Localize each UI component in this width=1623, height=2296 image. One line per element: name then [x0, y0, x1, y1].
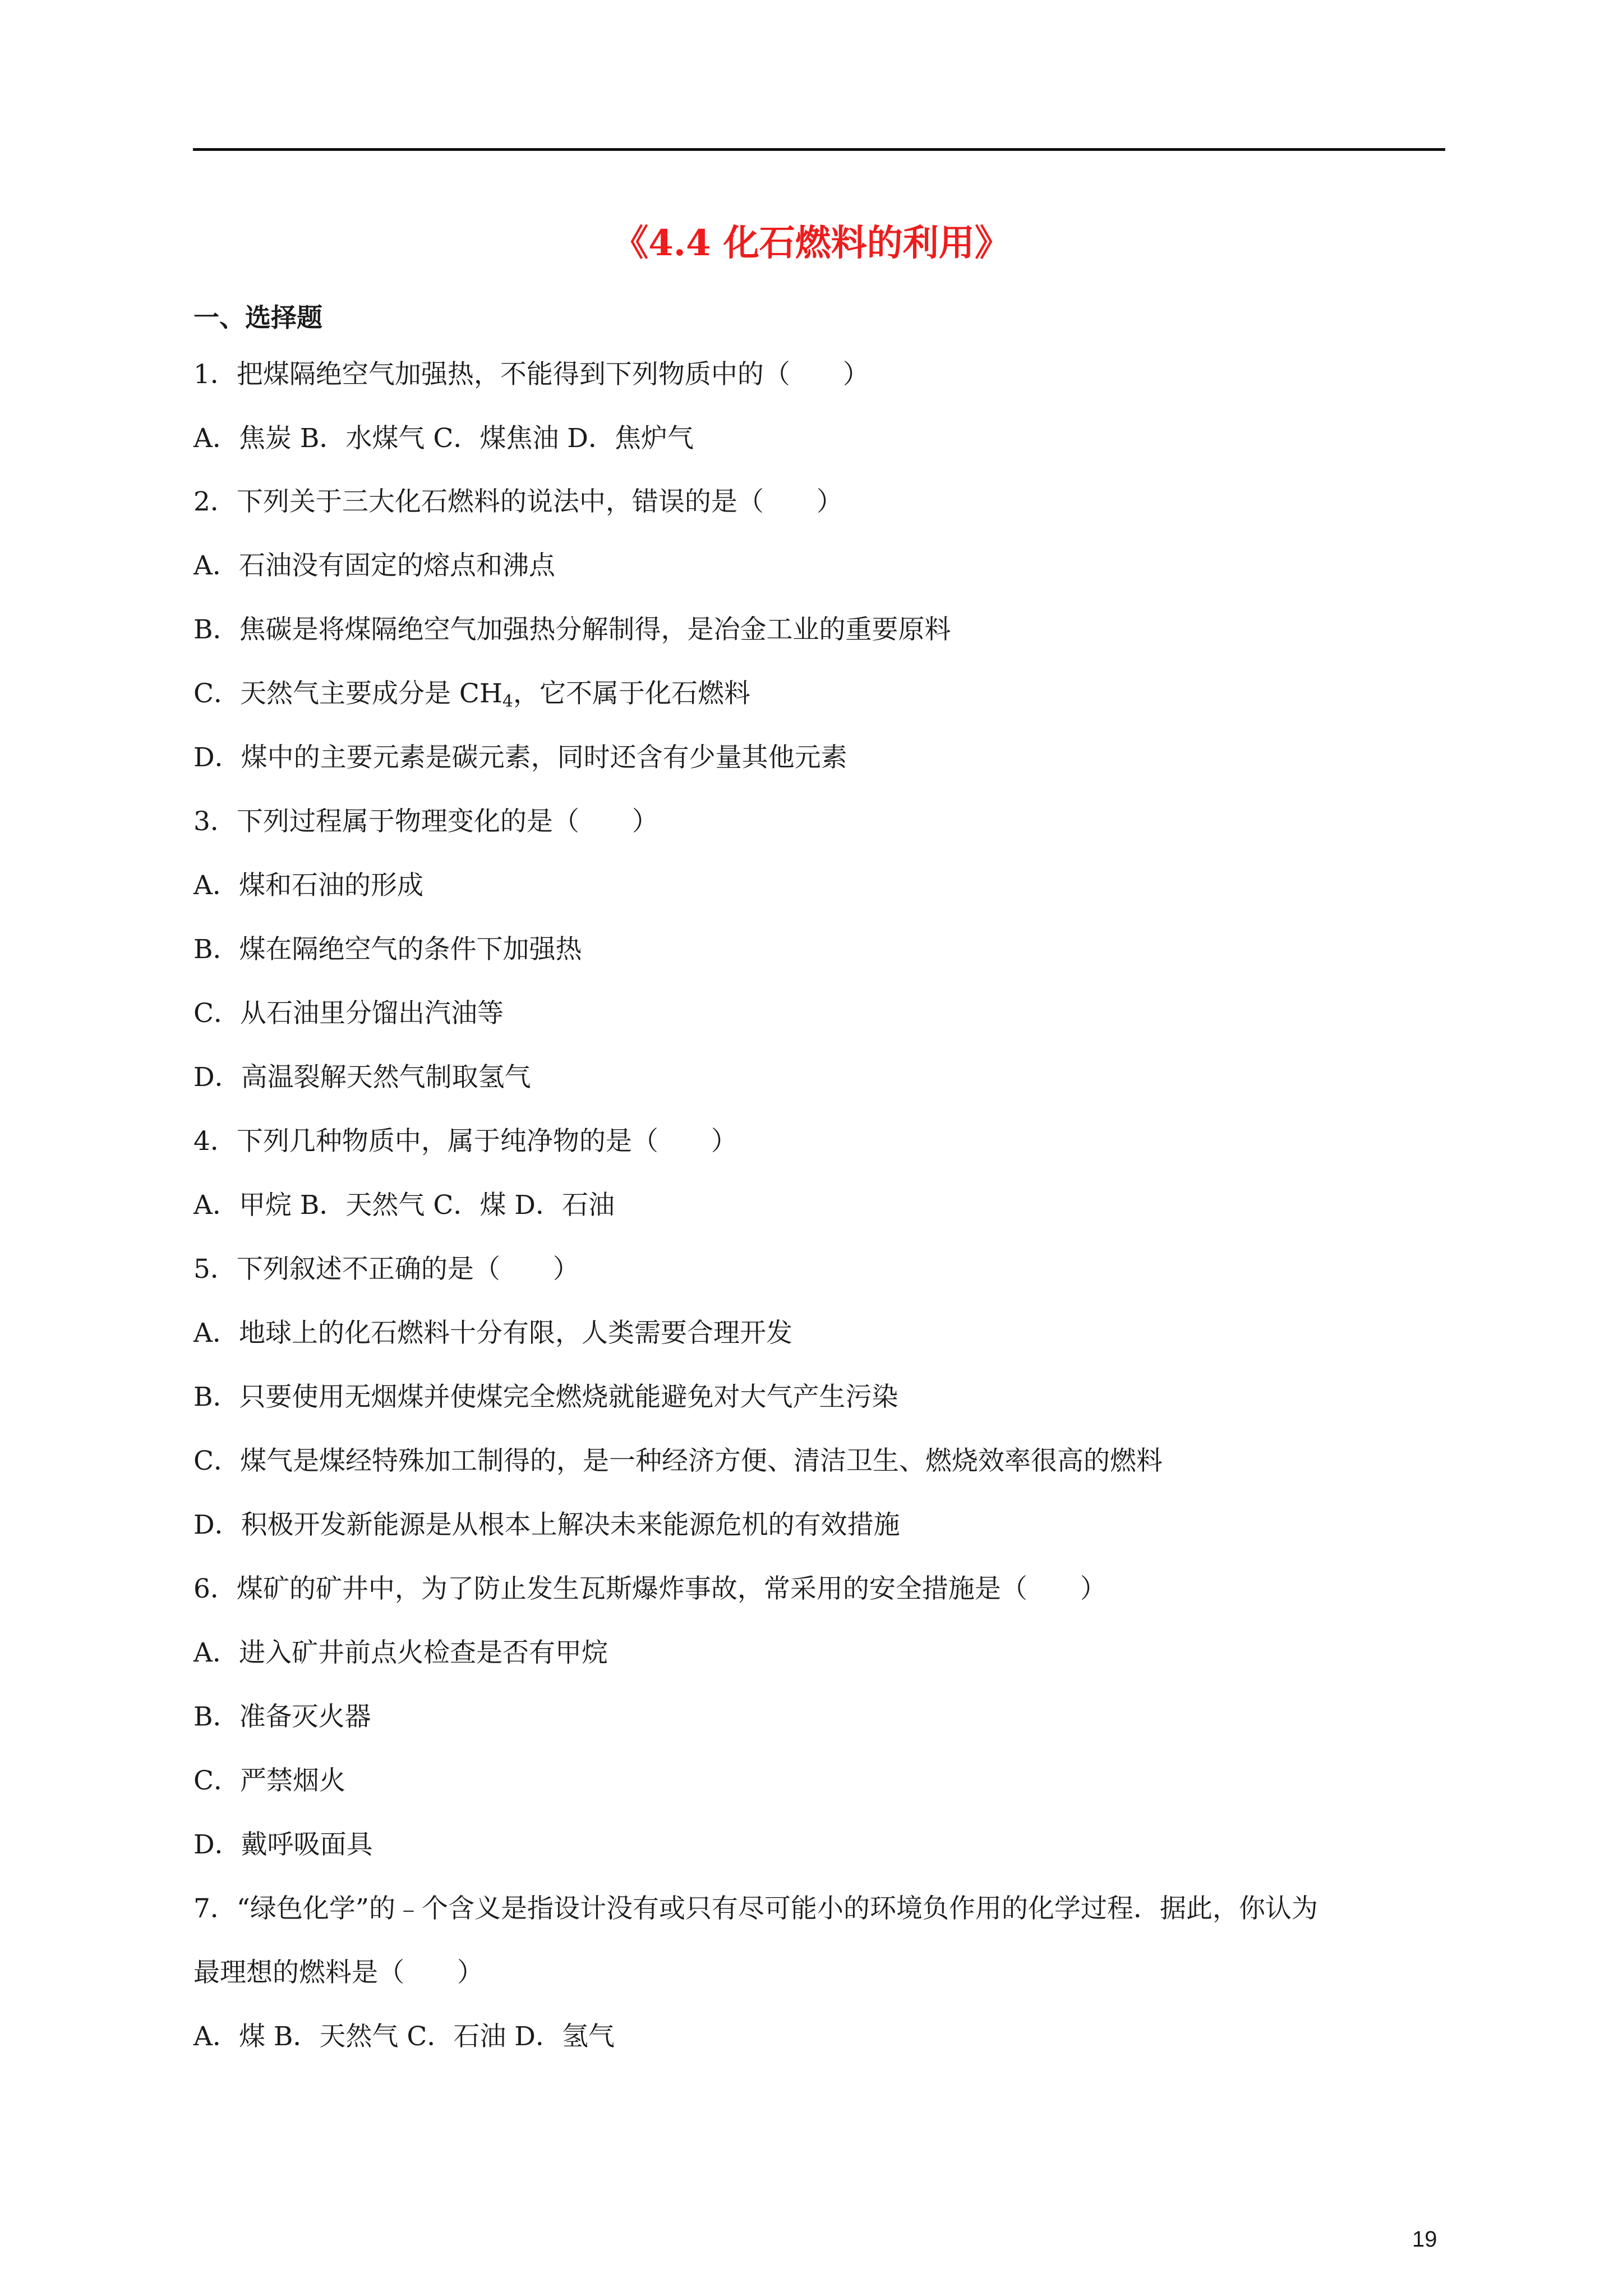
- question-2-option-c: [193, 680, 750, 710]
- question-7-options: A．煤 B．天然气 C．石油 D．氢气: [193, 2021, 615, 2052]
- question-2-option-d: D．煤中的主要元素是碳元素，同时还含有少量其他元素: [193, 742, 847, 773]
- page-title: 《4.4 化石燃料的利用》: [612, 222, 1011, 264]
- question-3: 3．下列过程属于物理变化的是（ ）: [193, 806, 658, 837]
- question-6-option-b: B．准备灭火器: [193, 1701, 371, 1732]
- question-5: 5．下列叙述不正确的是（ ）: [193, 1254, 579, 1285]
- page-number: 19: [1412, 2227, 1437, 2252]
- question-2: 2．下列关于三大化石燃料的说法中，错误的是（ ）: [193, 486, 843, 517]
- question-3-option-b: B．煤在隔绝空气的条件下加强热: [193, 934, 582, 965]
- option-c-text: C．天然气主要成分是 CH: [193, 678, 502, 709]
- question-7-continued: 最理想的燃料是（ ）: [193, 1957, 483, 1988]
- question-4: 4．下列几种物质中，属于纯净物的是（ ）: [193, 1126, 737, 1157]
- question-6: 6．煤矿的矿井中，为了防止发生瓦斯爆炸事故，常采用的安全措施是（ ）: [193, 1573, 1106, 1604]
- option-c-tail: ，它不属于化石燃料: [513, 678, 750, 709]
- question-2-option-a: A．石油没有固定的熔点和沸点: [193, 550, 555, 581]
- question-5-option-a: A．地球上的化石燃料十分有限，人类需要合理开发: [193, 1318, 792, 1349]
- question-6-option-c: C．严禁烟火: [193, 1765, 345, 1796]
- question-3-option-c: C．从石油里分馏出汽油等: [193, 998, 504, 1029]
- question-5-option-d: D．积极开发新能源是从根本上解决未来能源危机的有效措施: [193, 1510, 900, 1540]
- question-1-options: A．焦炭 B．水煤气 C．煤焦油 D．焦炉气: [193, 423, 694, 454]
- question-5-option-c: C．煤气是煤经特殊加工制得的，是一种经济方便、清洁卫生、燃烧效率很高的燃料: [193, 1446, 1163, 1476]
- question-1: 1．把煤隔绝空气加强热，不能得到下列物质中的（ ）: [193, 359, 869, 390]
- question-6-option-d: D．戴呼吸面具: [193, 1829, 373, 1860]
- question-2-option-b: B．焦碳是将煤隔绝空气加强热分解制得，是冶金工业的重要原料: [193, 614, 951, 645]
- section-heading: 一、选择题: [193, 302, 322, 333]
- question-5-option-b: B．只要使用无烟煤并使煤完全燃烧就能避免对大气产生污染: [193, 1382, 898, 1412]
- question-3-option-d: D．高温裂解天然气制取氢气: [193, 1062, 531, 1093]
- ch4-subscript: 4: [502, 692, 513, 711]
- question-3-option-a: A．煤和石油的形成: [193, 870, 423, 901]
- question-4-options: A．甲烷 B．天然气 C．煤 D．石油: [193, 1190, 615, 1221]
- question-6-option-a: A．进入矿井前点火检查是否有甲烷: [193, 1637, 608, 1668]
- header-rule: [193, 148, 1445, 151]
- question-7: 7．“绿色化学”的﹣个含义是指设计没有或只有尽可能小的环境负作用的化学过程．据此，你认为: [193, 1893, 1318, 1924]
